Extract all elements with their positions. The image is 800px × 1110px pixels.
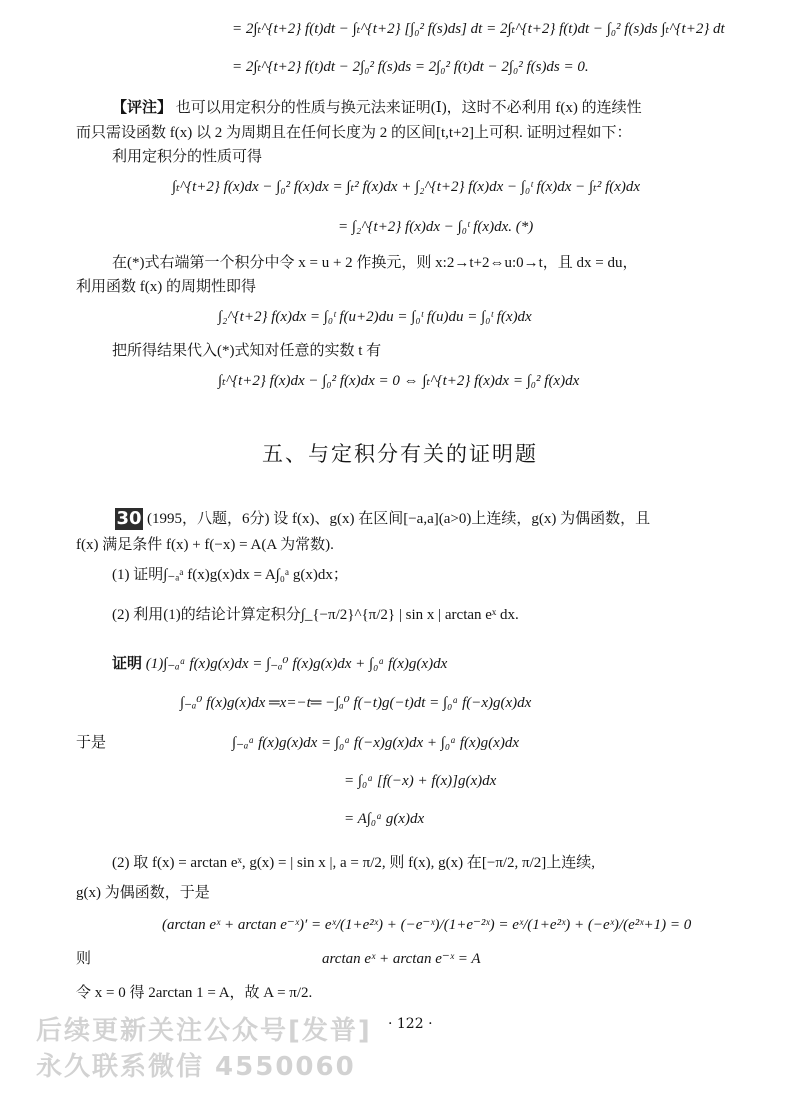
equation-line: = 2∫ₜ^{t+2} f(t)dt − 2∫₀² f(s)ds = 2∫₀² f(t)dt − 2∫₀² f(s)ds = 0. <box>232 59 589 75</box>
page-number: · 122 · <box>388 1016 433 1032</box>
equation-line: (arctan eˣ + arctan e⁻ˣ)′ = eˣ/(1+e²ˣ) + (−e⁻ˣ)/(1+e⁻²ˣ) = eˣ/(1+e²ˣ) + (−eˣ)/(e²ˣ+1) = 0 <box>162 917 692 933</box>
equation-line: = ∫₂^{t+2} f(x)dx − ∫₀ᵗ f(x)dx. (*) <box>338 219 534 235</box>
watermark-line-1: 后续更新关注公众号[发普] <box>36 1016 372 1046</box>
watermark-line-2: 永久联系微信 4550060 <box>36 1052 356 1082</box>
proof-tag: 证明 <box>112 654 143 672</box>
equation-line: = ∫₀ᵃ [f(−x) + f(x)]g(x)dx <box>344 773 497 789</box>
problem-number-badge: 30 <box>116 508 142 529</box>
text-line: g(x) 为偶函数，于是 <box>76 885 210 901</box>
remark-line <box>112 96 642 119</box>
text-line: 把所得结果代入(*)式知对任意的实数 t 有 <box>112 343 382 359</box>
problem-part-1: (1) 证明∫₋ₐᵃ f(x)g(x)dx = A∫₀ᵃ g(x)dx； <box>112 567 348 583</box>
problem-part-2: (2) 利用(1)的结论计算定积分∫_{−π/2}^{π/2} | sin x | arctan eˣ dx. <box>112 607 519 623</box>
section-title: 五、与定积分有关的证明题 <box>262 442 538 466</box>
solution-line: (2) 取 f(x) = arctan eˣ, g(x) = | sin x |, a = π/2, 则 f(x), g(x) 在[−π/2, π/2]上连续, <box>112 855 596 871</box>
text-line: 在(*)式右端第一个积分中令 x = u + 2 作换元，则 x:2→t+2⇔u:0→t，且 dx = du， <box>112 255 638 271</box>
equation-line: ∫₂^{t+2} f(x)dx = ∫₀ᵗ f(u+2)du = ∫₀ᵗ f(u)du = ∫₀ᵗ f(x)dx <box>218 309 532 325</box>
text-line: 利用定积分的性质可得 <box>112 149 263 165</box>
remark-tag: 【评注】 <box>112 98 173 116</box>
problem-statement: (1995，八题，6分) 设 f(x)、g(x) 在区间[−a,a](a>0)上连续，g(x) 为偶函数，且 <box>147 511 651 527</box>
proof-line <box>112 652 447 675</box>
remark-text: 也可以用定积分的性质与换元法来证明(Ⅰ)，这时不必利用 f(x) 的连续性 <box>175 100 642 116</box>
proof-text: (1)∫₋ₐᵃ f(x)g(x)dx = ∫₋ₐ⁰ f(x)g(x)dx + ∫₀ᵃ f(x)g(x)dx <box>145 656 448 672</box>
problem-statement: f(x) 满足条件 f(x) + f(−x) = A(A 为常数). <box>76 537 334 553</box>
equation-line: ∫ₜ^{t+2} f(x)dx − ∫₀² f(x)dx = ∫ₜ² f(x)dx + ∫₂^{t+2} f(x)dx − ∫₀ᵗ f(x)dx − ∫ₜ² f(x)dx <box>172 179 641 195</box>
equation-line: arctan eˣ + arctan e⁻ˣ = A <box>322 951 481 967</box>
equation-line: ∫₋ₐᵃ f(x)g(x)dx = ∫₀ᵃ f(−x)g(x)dx + ∫₀ᵃ f(x)g(x)dx <box>232 735 519 751</box>
text-line: 令 x = 0 得 2arctan 1 = A，故 A = π/2. <box>76 985 313 1001</box>
equation-line: = A∫₀ᵃ g(x)dx <box>344 811 425 827</box>
text-line: 而只需设函数 f(x) 以 2 为周期且在任何长度为 2 的区间[t,t+2]上可积. 证明过程如下： <box>76 125 632 141</box>
equation-line: ∫ₜ^{t+2} f(x)dx − ∫₀² f(x)dx = 0 ⇔ ∫ₜ^{t+2} f(x)dx = ∫₀² f(x)dx <box>218 373 580 389</box>
equation-line: = 2∫ₜ^{t+2} f(t)dt − ∫ₜ^{t+2} [∫₀² f(s)ds] dt = 2∫ₜ^{t+2} f(t)dt − ∫₀² f(s)ds ∫ₜ^{t+2} dt <box>232 21 725 37</box>
label-text: 于是 <box>76 735 107 751</box>
label-text: 则 <box>76 951 92 967</box>
text-line: 利用函数 f(x) 的周期性即得 <box>76 279 256 295</box>
equation-line: ∫₋ₐ⁰ f(x)g(x)dx ═x=−t═ −∫ₐ⁰ f(−t)g(−t)dt = ∫₀ᵃ f(−x)g(x)dx <box>180 695 532 711</box>
